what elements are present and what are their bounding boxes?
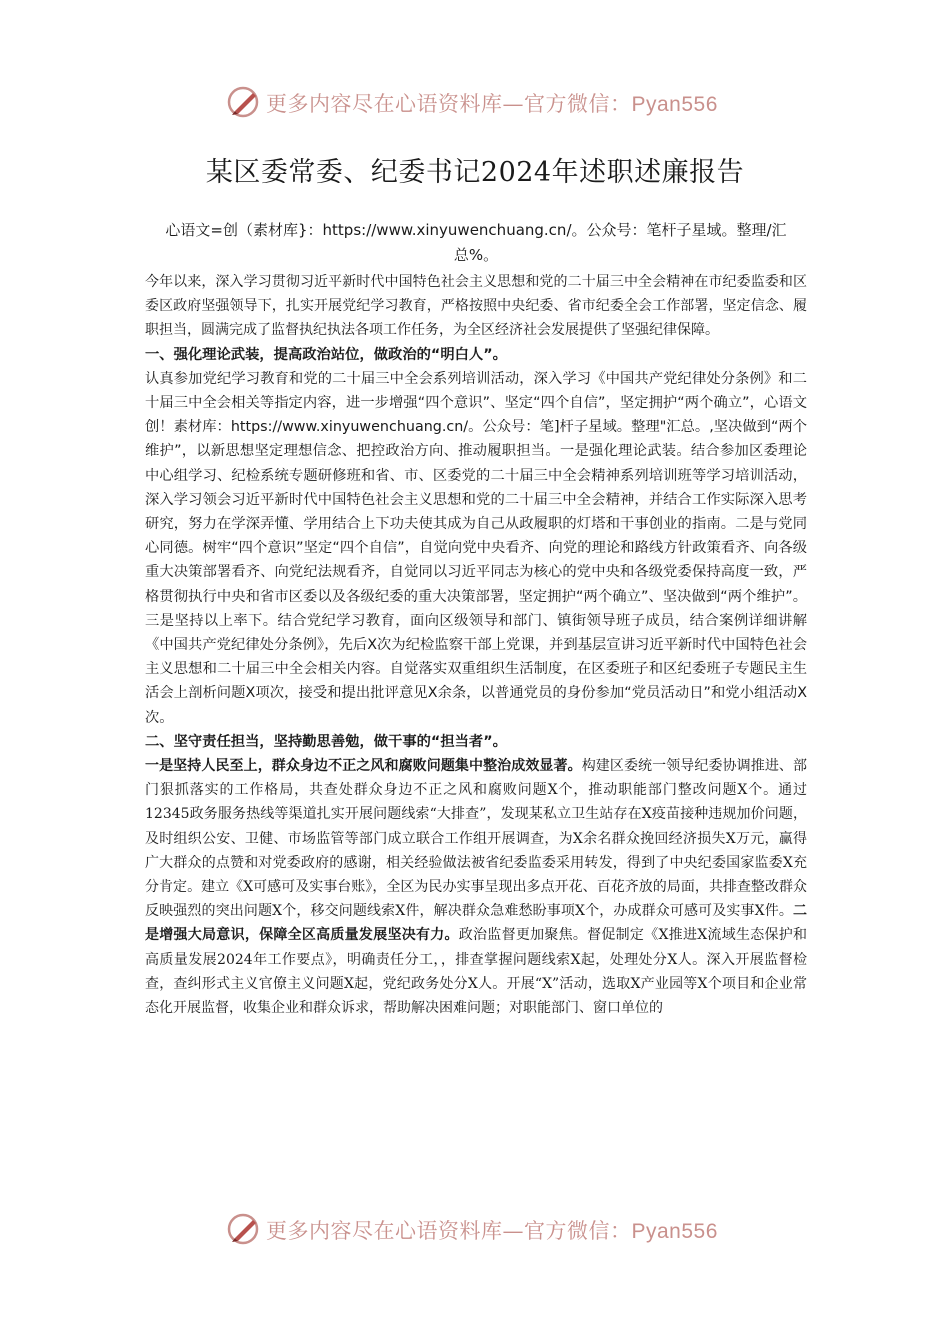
section-2-paragraph xyxy=(145,754,807,1020)
section-heading-2: 二、坚守责任担当，坚持勤思善勉，做干事的“担当者”。 xyxy=(145,733,507,750)
header-banner xyxy=(0,82,950,122)
point-1-text: 构建区委统一领导纪委协调推进、部门狠抓落实的工作格局，共查处群众身边不正之风和腐败问题X个，推动职能部门整改问题X个。通过12345政务服务热线等渠道扎实开展问题线索“大排查”，发现某私立卫生站存在X疫苗接种违规加价问题，及时组织公安、卫健、市场监管等部门成立联合工作组开展调查，为X余名群众挽回经济损失X万元，赢得广大群众的点赞和对党委政府的感谢，相关经验做法被省纪委监委采用转发，得到了中央纪委国家监委X充分肯定。建立《X可感可及实事台账》，全区为民办实事呈现出多点开花、百花齐放的局面，共排查整改群众反映强烈的突出问题X个，移交问题线索X件，解决群众急难愁盼事项X个，办成群众可感可及实事X件。 xyxy=(145,758,808,920)
banner-wechat-id: Pyan556 xyxy=(631,1220,718,1243)
banner-text: 更多内容尽在心语资料库—官方微信：Pyan556 xyxy=(266,1219,718,1243)
section-1-paragraph: 认真参加党纪学习教育和党的二十届三中全会系列培训活动，深入学习《中国共产党纪律处分条例》和二十届三中全会相关等指定内容，进一步增强“四个意识”、坚定“四个自信”，坚定拥护“两个确立”，心语文创！素材库：https://www.xinyuwenchuang.cn/。公众号：笔]杆子星域。整理"汇总。,坚决做到“两个维护”，以新思想坚定理想信念、把控政治方向、推动履职担当。一是强化理论武装。结合参加区委理论中心组学习、纪检系统专题研修班和省、市、区委党的二十届三中全会精神系列培训班等学习培训活动，深入学习领会习近平新时代中国特色社会主义思想和党的二十届三中全会精神，并结合工作实际深入思考研究，努力在学深弄懂、学用结合上下功夫使其成为自己从政履职的灯塔和干事创业的指南。二是与党同心同德。树牢“四个意识”坚定“四个自信”，自觉向党中央看齐、向党的理论和路线方针政策看齐、向各级重大决策部署看齐、向党纪法规看齐，自觉同以习近平同志为核心的党中央和各级党委保持高度一致，严格贯彻执行中央和省市区委以及各级纪委的重大决策部署，坚定拥护“两个确立”、坚决做到“两个维护”。三是坚持以上率下。结合党纪学习教育，面向区级领导和部门、镇街领导班子成员，结合案例详细讲解《中国共产党纪律处分条例》，先后X次为纪检监察干部上党课，并到基层宣讲习近平新时代中国特色社会主义思想和二十届三中全会相关内容。自觉落实双重组织生活制度，在区委班子和区纪委班子专题民主生活会上剖析问题X项次，接受和提出批评意见X余条，以普通党员的身份参加“党员活动日”和党小组活动X次。 xyxy=(145,370,807,726)
pen-logo-icon xyxy=(226,1211,262,1247)
document-body xyxy=(145,218,807,1020)
banner-wechat-id: Pyan556 xyxy=(631,93,718,116)
banner-text: 更多内容尽在心语资料库—官方微信：Pyan556 xyxy=(266,92,718,116)
point-1-lead: 一是坚持人民至上，群众身边不正之风和腐败问题集中整治成效显著。 xyxy=(145,758,582,775)
footer-banner xyxy=(0,1209,950,1249)
section-heading-1: 一、强化理论武装，提高政治站位，做政治的“明白人”。 xyxy=(145,346,507,363)
point-2-text: 政治监督更加聚焦。督促制定《X推进X流域生态保护和高质量发展2024年工作要点》，明确责任分工，，排查掌握问题线索X起，处理处分X人。深入开展监督检查，查纠形式主义官僚主义问题X起，党纪政务处分X人。开展“X”活动，选取X产业园等X个项目和企业常态化开展监督，收集企业和群众诉求，帮助解决困难问题；对职能部门、窗口单位的 xyxy=(145,927,808,1017)
pen-logo-icon xyxy=(226,84,262,120)
document-title: 某区委常委、纪委书记2024年述职述廉报告 xyxy=(205,157,745,188)
source-line: 心语文=创（素材库}：https://www.xinyuwenchuang.cn/。公众号：笔杆子星域。整理/汇总%。 xyxy=(165,221,787,264)
point-2-lead: 二是增强大局意识，保障全区高质量发展坚决有力。 xyxy=(145,903,807,944)
intro-paragraph: 今年以来，深入学习贯彻习近平新时代中国特色社会主义思想和党的二十届三中全会精神在市纪委监委和区委区政府坚强领导下，扎实开展党纪学习教育，严格按照中央纪委、省市纪委全会工作部署，坚定信念、履职担当，圆满完成了监督执纪执法各项工作任务，为全区经济社会发展提供了坚强纪律保障。 xyxy=(145,274,807,339)
